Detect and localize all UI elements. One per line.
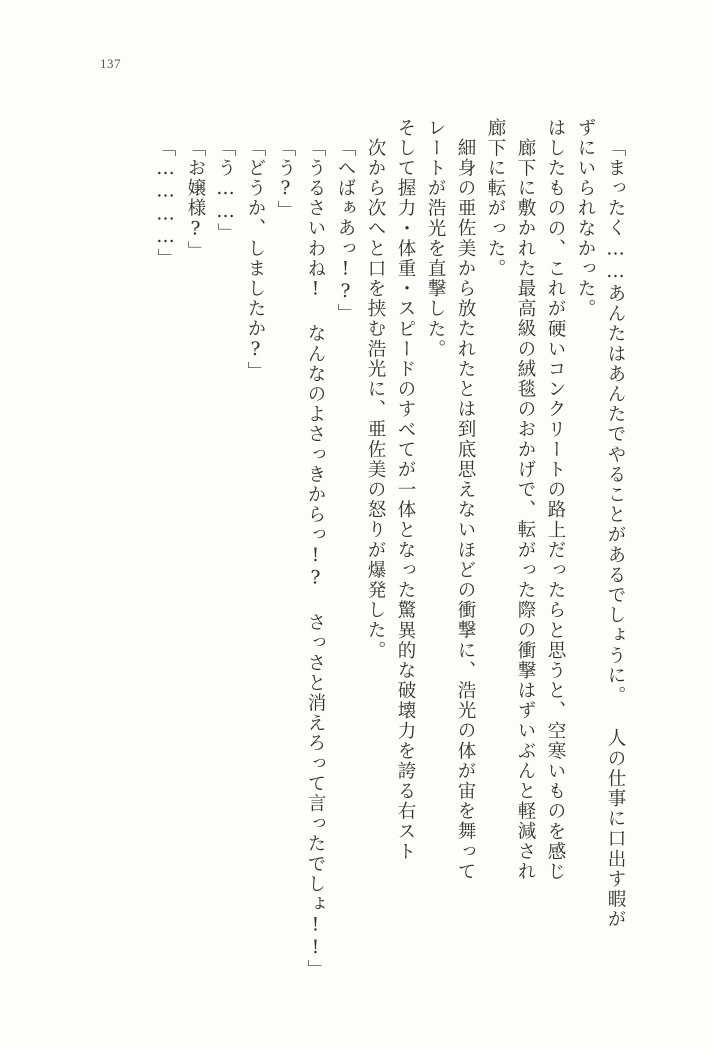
text-column: ずにいられなかった。 <box>575 118 596 319</box>
text-column: 「…………」 <box>155 138 176 269</box>
text-column: 廊下に転がった。 <box>485 118 506 279</box>
text-column: 次から次へと口を挟む浩光に、亜佐美の怒りが爆発した。 <box>365 138 386 661</box>
vertical-text-block <box>144 118 624 986</box>
text-column: そして握力・体重・スピードのすべてが一体となった驚異的な破壊力を誇る右スト <box>395 118 416 862</box>
page-number: 137 <box>100 56 121 71</box>
text-column: 「うるさいわね! なんなのよさっきからっ!? さっさと消えろって言ったでしょ!!」 <box>305 138 326 980</box>
text-column: 「お嬢様?」 <box>185 138 206 262</box>
text-column: はしたものの、これが硬いコンクリートの路上だったらと思うと、空寒いものを感じ <box>545 118 566 882</box>
text-column: 細身の亜佐美から放たれたとは到底思えないほどの衝撃に、浩光の体が宙を舞って <box>455 138 476 882</box>
text-column: 「う……」 <box>215 138 236 244</box>
text-column: 「う?」 <box>275 138 296 221</box>
text-column: 廊下に敷かれた最高級の絨毯のおかげで、転がった際の衝撃はずいぶんと軽減され <box>515 138 536 882</box>
text-column: レートが浩光を直撃した。 <box>425 118 446 360</box>
text-column: 「まったく……あんたはあんたでやることがあるでしょうに。 人の仕事に口出す暇が <box>605 138 626 930</box>
text-column: 「どうか、しましたか?」 <box>245 138 266 382</box>
text-column: 「へばぁあっ!?」 <box>335 138 356 324</box>
